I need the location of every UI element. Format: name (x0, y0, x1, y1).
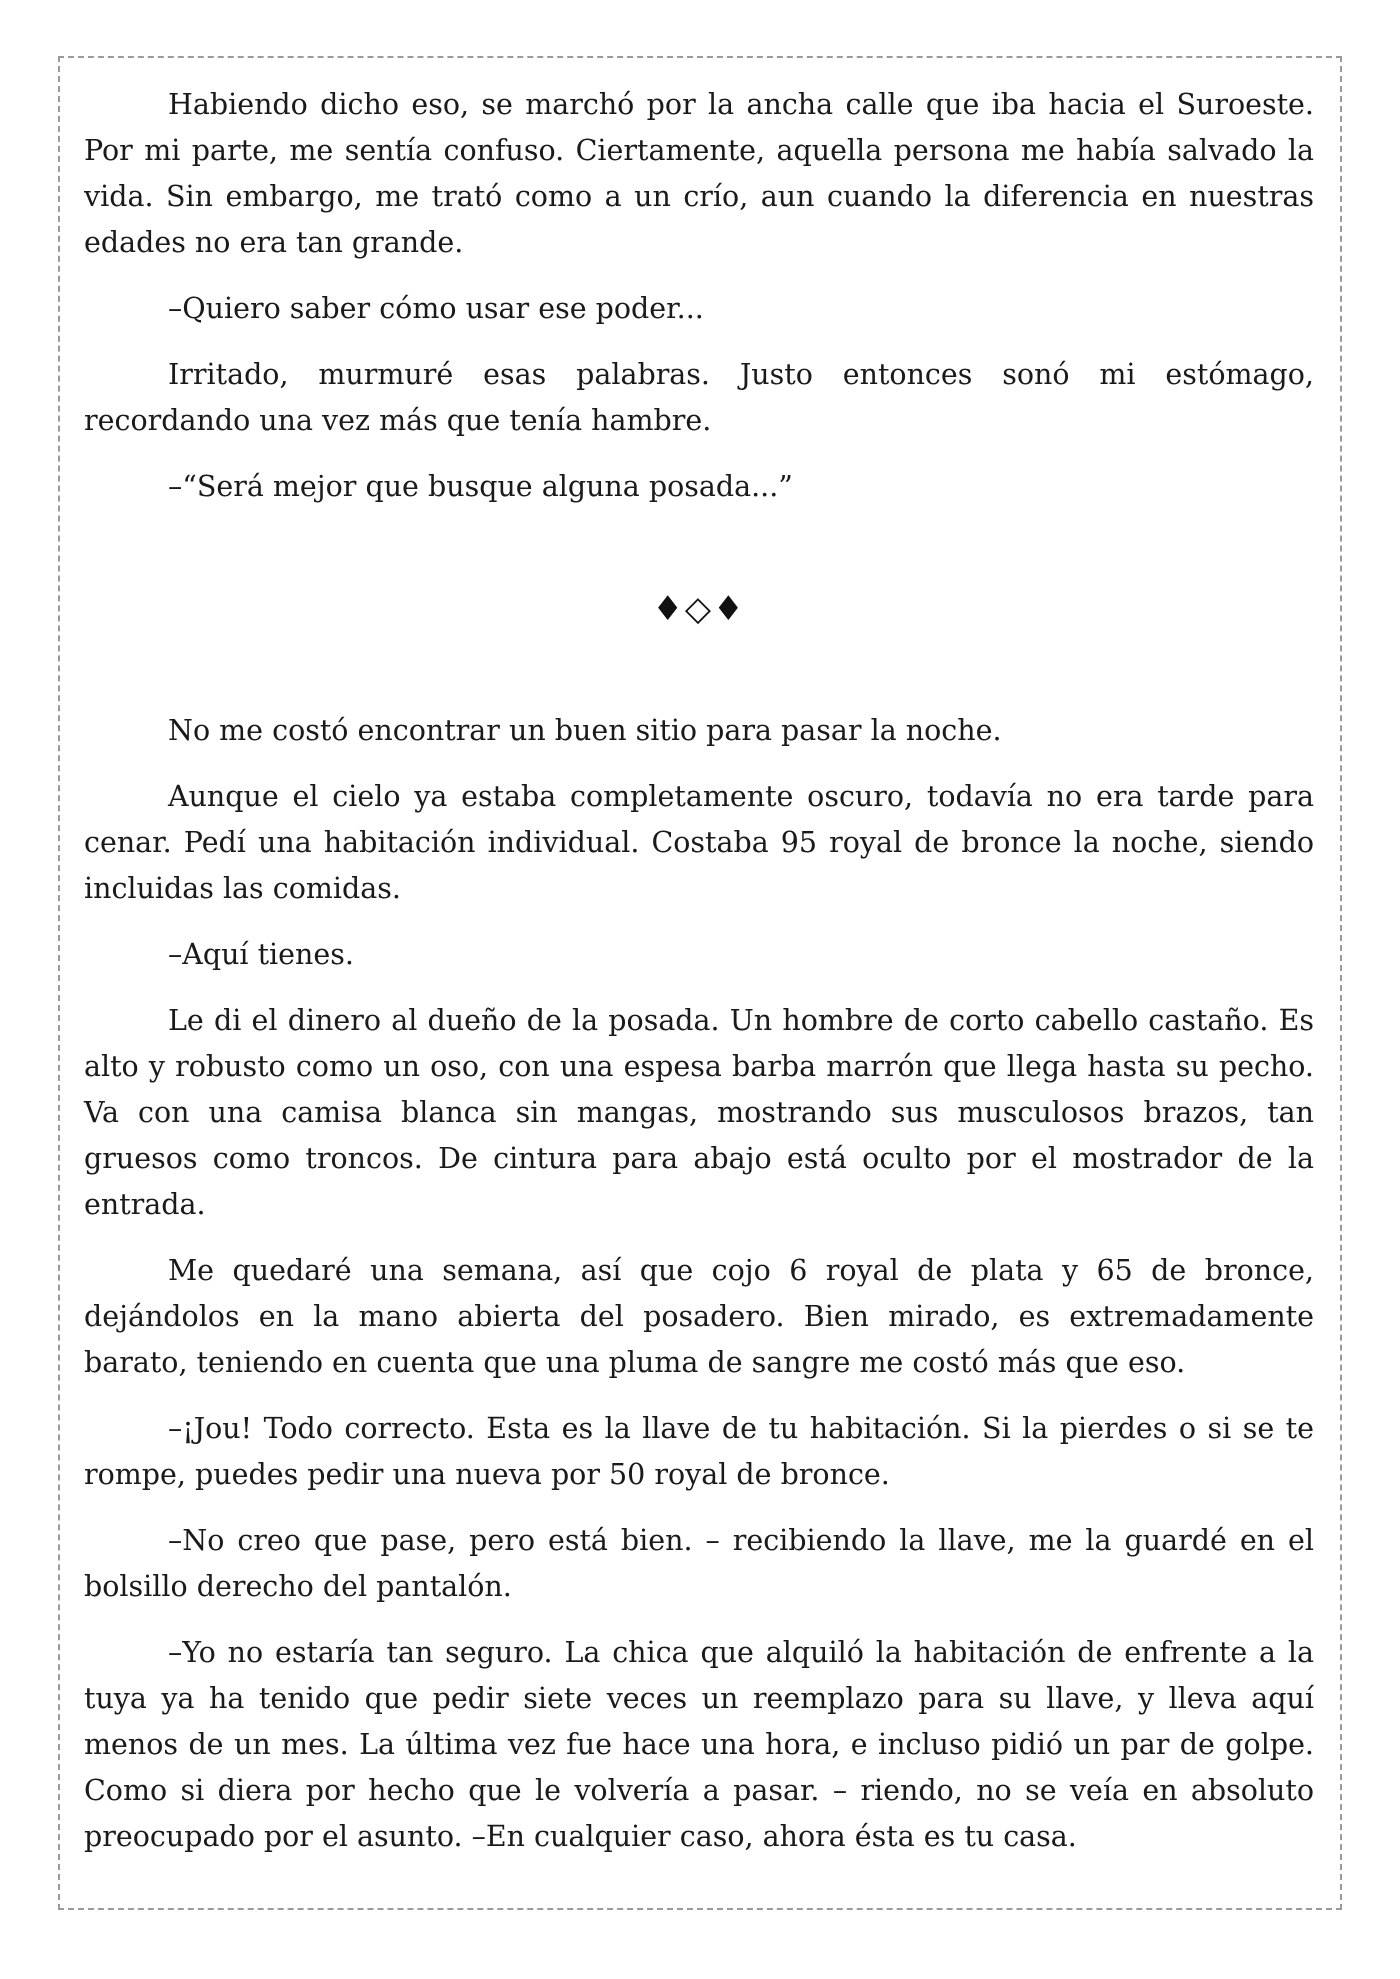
paragraph: –“Será mejor que busque alguna posada...” (168, 470, 793, 503)
paragraph: Habiendo dicho eso, se marchó por la ancha calle que iba hacia el Suroeste. Por mi parte, me sentía confuso. Ciertamente, aquella persona me había salvado la vida. Sin embargo, me trató como a un crío, aun cuando la diferencia en nuestras edades no era tan grande. (84, 88, 1314, 259)
paragraph: No me costó encontrar un buen sitio para pasar la noche. (168, 714, 1002, 747)
paragraph: –Aquí tienes. (168, 938, 354, 971)
document-body (84, 82, 1314, 1880)
paragraph: –Quiero saber cómo usar ese poder... (168, 292, 704, 325)
paragraph: Aunque el cielo ya estaba completamente oscuro, todavía no era tarde para cenar. Pedí una habitación individual. Costaba 95 royal de bronce la noche, siendo incluidas las comidas. (84, 780, 1314, 905)
paragraph: Le di el dinero al dueño de la posada. Un hombre de corto cabello castaño. Es alto y robusto como un oso, con una espesa barba marrón que llega hasta su pecho. Va con una camisa blanca sin mangas, mostrando sus musculosos brazos, tan gruesos como troncos. De cintura para abajo está oculto por el mostrador de la entrada. (84, 1004, 1314, 1221)
paragraph: –Yo no estaría tan seguro. La chica que alquiló la habitación de enfrente a la tuya ya ha tenido que pedir siete veces un reemplazo para su llave, y lleva aquí menos de un mes. La última vez fue hace una hora, e incluso pidió un par de golpe. Como si diera por hecho que le volvería a pasar. – riendo, no se veía en absoluto preocupado por el asunto. –En cualquier caso, ahora ésta es tu casa. (84, 1636, 1314, 1853)
scene-separator: ♦◇♦ (652, 589, 746, 629)
paragraph: Me quedaré una semana, así que cojo 6 royal de plata y 65 de bronce, dejándolos en la mano abierta del posadero. Bien mirado, es extremadamente barato, teniendo en cuenta que una pluma de sangre me costó más que eso. (84, 1254, 1314, 1379)
paragraph: –No creo que pase, pero está bien. – recibiendo la llave, me la guardé en el bolsillo derecho del pantalón. (84, 1524, 1314, 1603)
paragraph: Irritado, murmuré esas palabras. Justo entonces sonó mi estómago, recordando una vez más que tenía hambre. (84, 358, 1314, 437)
paragraph: –¡Jou! Todo correcto. Esta es la llave de tu habitación. Si la pierdes o si se te rompe, puedes pedir una nueva por 50 royal de bronce. (84, 1412, 1314, 1491)
